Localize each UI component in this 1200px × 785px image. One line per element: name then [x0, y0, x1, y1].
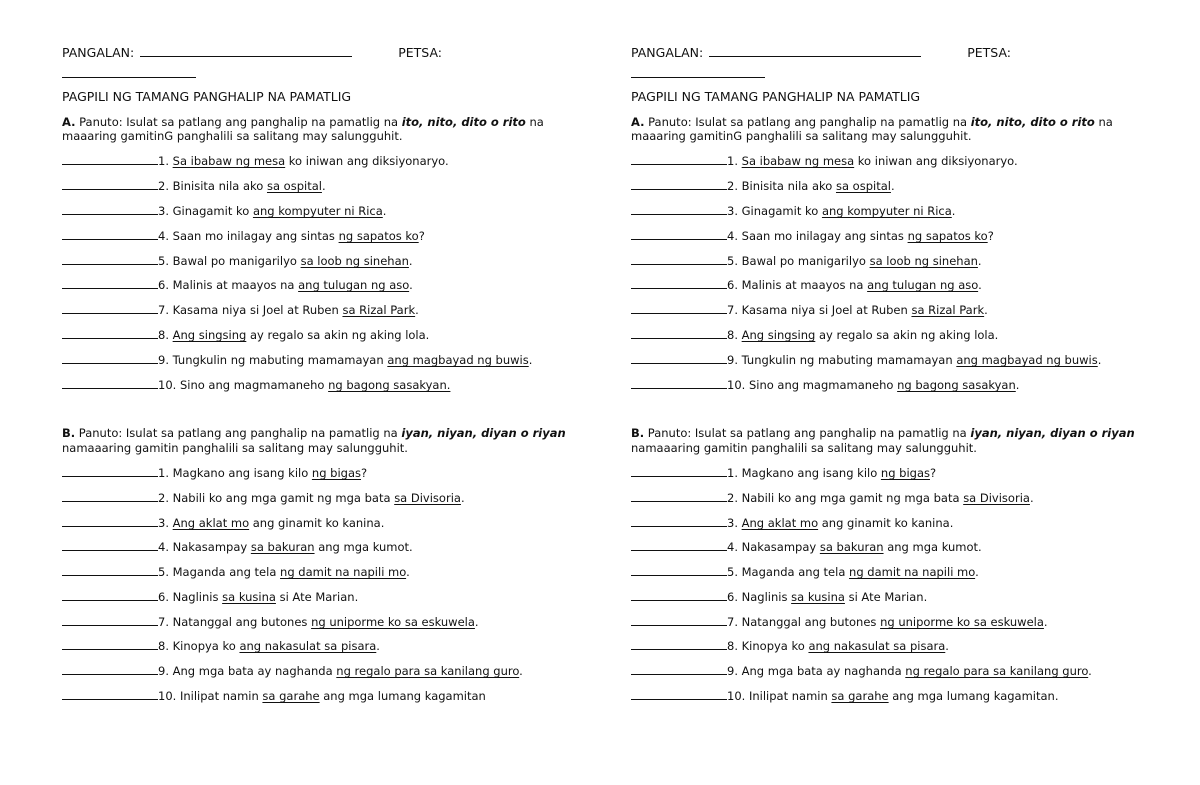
list-item: 8. Ang singsing ay regalo sa akin ng aking lola.: [631, 327, 998, 342]
list-item: 10. Sino ang magmamaneho ng bagong sasakyan.: [631, 377, 1019, 392]
list-item: 4. Nakasampay sa bakuran ang mga kumot.: [62, 539, 413, 554]
answer-blank[interactable]: [62, 638, 158, 650]
section-b-instructions-line2: namaaaring gamitin panghalili sa salitang may salungguhit.: [62, 441, 408, 455]
section-b-instructions: B. Panuto: Isulat sa patlang ang panghalip na pamatlig na iyan, niyan, diyan o riyan: [62, 426, 566, 440]
answer-blank[interactable]: [62, 178, 158, 190]
list-item: 2. Nabili ko ang mga gamit ng mga bata sa Divisoria.: [631, 490, 1034, 505]
name-row: [62, 45, 442, 60]
answer-blank[interactable]: [62, 153, 158, 165]
answer-blank[interactable]: [631, 352, 727, 364]
list-item: 2. Nabili ko ang mga gamit ng mga bata sa Divisoria.: [62, 490, 465, 505]
section-b-instructions: B. Panuto: Isulat sa patlang ang panghalip na pamatlig na iyan, niyan, diyan o riyan: [631, 426, 1135, 440]
section-b-letter: B.: [62, 426, 76, 440]
section-a-instructions: A. Panuto: Isulat sa patlang ang panghalip na pamatlig na ito, nito, dito o rito na: [631, 115, 1113, 129]
list-item: 3. Ang aklat mo ang ginamit ko kanina.: [62, 515, 384, 530]
date-blank[interactable]: [62, 66, 196, 78]
worksheet-right: [631, 0, 1171, 785]
answer-blank[interactable]: [62, 589, 158, 601]
answer-blank[interactable]: [631, 688, 727, 700]
list-item: 10. Inilipat namin sa garahe ang mga lumang kagamitan: [62, 688, 486, 703]
list-item: 7. Natanggal ang butones ng uniporme ko sa eskuwela.: [631, 614, 1048, 629]
section-a-options: ito, nito, dito o rito: [970, 115, 1095, 129]
worksheet-left: [62, 0, 602, 785]
list-item: 3. Ginagamit ko ang kompyuter ni Rica.: [62, 203, 386, 218]
list-item: 4. Saan mo inilagay ang sintas ng sapatos ko?: [62, 228, 425, 243]
section-b-instructions-line2: namaaaring gamitin panghalili sa salitang may salungguhit.: [631, 441, 977, 455]
list-item: 3. Ang aklat mo ang ginamit ko kanina.: [631, 515, 953, 530]
answer-blank[interactable]: [62, 228, 158, 240]
answer-blank[interactable]: [62, 352, 158, 364]
answer-blank[interactable]: [62, 515, 158, 527]
answer-blank[interactable]: [62, 302, 158, 314]
answer-blank[interactable]: [62, 663, 158, 675]
answer-blank[interactable]: [62, 688, 158, 700]
name-blank[interactable]: [140, 45, 352, 57]
answer-blank[interactable]: [62, 614, 158, 626]
list-item: 10. Inilipat namin sa garahe ang mga lumang kagamitan.: [631, 688, 1059, 703]
answer-blank[interactable]: [62, 203, 158, 215]
answer-blank[interactable]: [62, 277, 158, 289]
answer-blank[interactable]: [631, 515, 727, 527]
date-label: PETSA:: [967, 45, 1011, 60]
section-a-options: ito, nito, dito o rito: [401, 115, 526, 129]
section-b-options: iyan, niyan, diyan o riyan: [401, 426, 566, 440]
answer-blank[interactable]: [631, 663, 727, 675]
list-item: 2. Binisita nila ako sa ospital.: [62, 178, 326, 193]
list-item: 1. Sa ibabaw ng mesa ko iniwan ang diksiyonaryo.: [631, 153, 1018, 168]
date-label: PETSA:: [398, 45, 442, 60]
list-item: 5. Bawal po manigarilyo sa loob ng sinehan.: [62, 253, 413, 268]
section-a-letter: A.: [62, 115, 76, 129]
list-item: 9. Tungkulin ng mabuting mamamayan ang magbayad ng buwis.: [631, 352, 1101, 367]
section-b-letter: B.: [631, 426, 645, 440]
list-item: 8. Kinopya ko ang nakasulat sa pisara.: [631, 638, 949, 653]
answer-blank[interactable]: [631, 203, 727, 215]
answer-blank[interactable]: [62, 539, 158, 551]
section-b-options: iyan, niyan, diyan o riyan: [970, 426, 1135, 440]
date-blank[interactable]: [631, 66, 765, 78]
name-label: PANGALAN:: [631, 45, 704, 60]
answer-blank[interactable]: [631, 253, 727, 265]
list-item: 8. Kinopya ko ang nakasulat sa pisara.: [62, 638, 380, 653]
name-row: [631, 45, 1011, 60]
list-item: 9. Ang mga bata ay naghanda ng regalo para sa kanilang guro.: [62, 663, 523, 678]
answer-blank[interactable]: [62, 490, 158, 502]
list-item: 5. Maganda ang tela ng damit na napili mo.: [62, 564, 410, 579]
list-item: 10. Sino ang magmamaneho ng bagong sasakyan.: [62, 377, 450, 392]
name-blank[interactable]: [709, 45, 921, 57]
name-label: PANGALAN:: [62, 45, 135, 60]
list-item: 6. Naglinis sa kusina si Ate Marian.: [62, 589, 358, 604]
list-item: 7. Kasama niya si Joel at Ruben sa Rizal Park.: [62, 302, 419, 317]
section-a-instructions: A. Panuto: Isulat sa patlang ang panghalip na pamatlig na ito, nito, dito o rito na: [62, 115, 544, 129]
section-a-instructions-line2: maaaring gamitinG panghalili sa salitang may salungguhit.: [631, 129, 972, 143]
list-item: 2. Binisita nila ako sa ospital.: [631, 178, 895, 193]
list-item: 5. Maganda ang tela ng damit na napili mo.: [631, 564, 979, 579]
list-item: 1. Magkano ang isang kilo ng bigas?: [62, 465, 367, 480]
answer-blank[interactable]: [631, 589, 727, 601]
list-item: 6. Malinis at maayos na ang tulugan ng aso.: [62, 277, 413, 292]
list-item: 9. Ang mga bata ay naghanda ng regalo para sa kanilang guro.: [631, 663, 1092, 678]
answer-blank[interactable]: [62, 465, 158, 477]
answer-blank[interactable]: [631, 153, 727, 165]
section-a-letter: A.: [631, 115, 645, 129]
list-item: 9. Tungkulin ng mabuting mamamayan ang magbayad ng buwis.: [62, 352, 532, 367]
answer-blank[interactable]: [62, 253, 158, 265]
list-item: 5. Bawal po manigarilyo sa loob ng sinehan.: [631, 253, 982, 268]
worksheet-title: PAGPILI NG TAMANG PANGHALIP NA PAMATLIG: [631, 89, 921, 104]
answer-blank[interactable]: [631, 302, 727, 314]
answer-blank[interactable]: [631, 228, 727, 240]
list-item: 7. Kasama niya si Joel at Ruben sa Rizal Park.: [631, 302, 988, 317]
answer-blank[interactable]: [631, 614, 727, 626]
answer-blank[interactable]: [631, 490, 727, 502]
answer-blank[interactable]: [631, 638, 727, 650]
answer-blank[interactable]: [62, 327, 158, 339]
answer-blank[interactable]: [631, 178, 727, 190]
list-item: 4. Nakasampay sa bakuran ang mga kumot.: [631, 539, 982, 554]
answer-blank[interactable]: [62, 564, 158, 576]
answer-blank[interactable]: [631, 377, 727, 389]
list-item: 7. Natanggal ang butones ng uniporme ko sa eskuwela.: [62, 614, 479, 629]
list-item: 6. Naglinis sa kusina si Ate Marian.: [631, 589, 927, 604]
answer-blank[interactable]: [631, 277, 727, 289]
section-a-instructions-line2: maaaring gamitinG panghalili sa salitang may salungguhit.: [62, 129, 403, 143]
list-item: 6. Malinis at maayos na ang tulugan ng aso.: [631, 277, 982, 292]
answer-blank[interactable]: [631, 465, 727, 477]
worksheet-title: PAGPILI NG TAMANG PANGHALIP NA PAMATLIG: [62, 89, 352, 104]
list-item: 1. Magkano ang isang kilo ng bigas?: [631, 465, 936, 480]
answer-blank[interactable]: [631, 564, 727, 576]
list-item: 3. Ginagamit ko ang kompyuter ni Rica.: [631, 203, 955, 218]
list-item: 4. Saan mo inilagay ang sintas ng sapatos ko?: [631, 228, 994, 243]
answer-blank[interactable]: [62, 377, 158, 389]
answer-blank[interactable]: [631, 539, 727, 551]
list-item: 8. Ang singsing ay regalo sa akin ng aking lola.: [62, 327, 429, 342]
list-item: 1. Sa ibabaw ng mesa ko iniwan ang diksiyonaryo.: [62, 153, 449, 168]
answer-blank[interactable]: [631, 327, 727, 339]
